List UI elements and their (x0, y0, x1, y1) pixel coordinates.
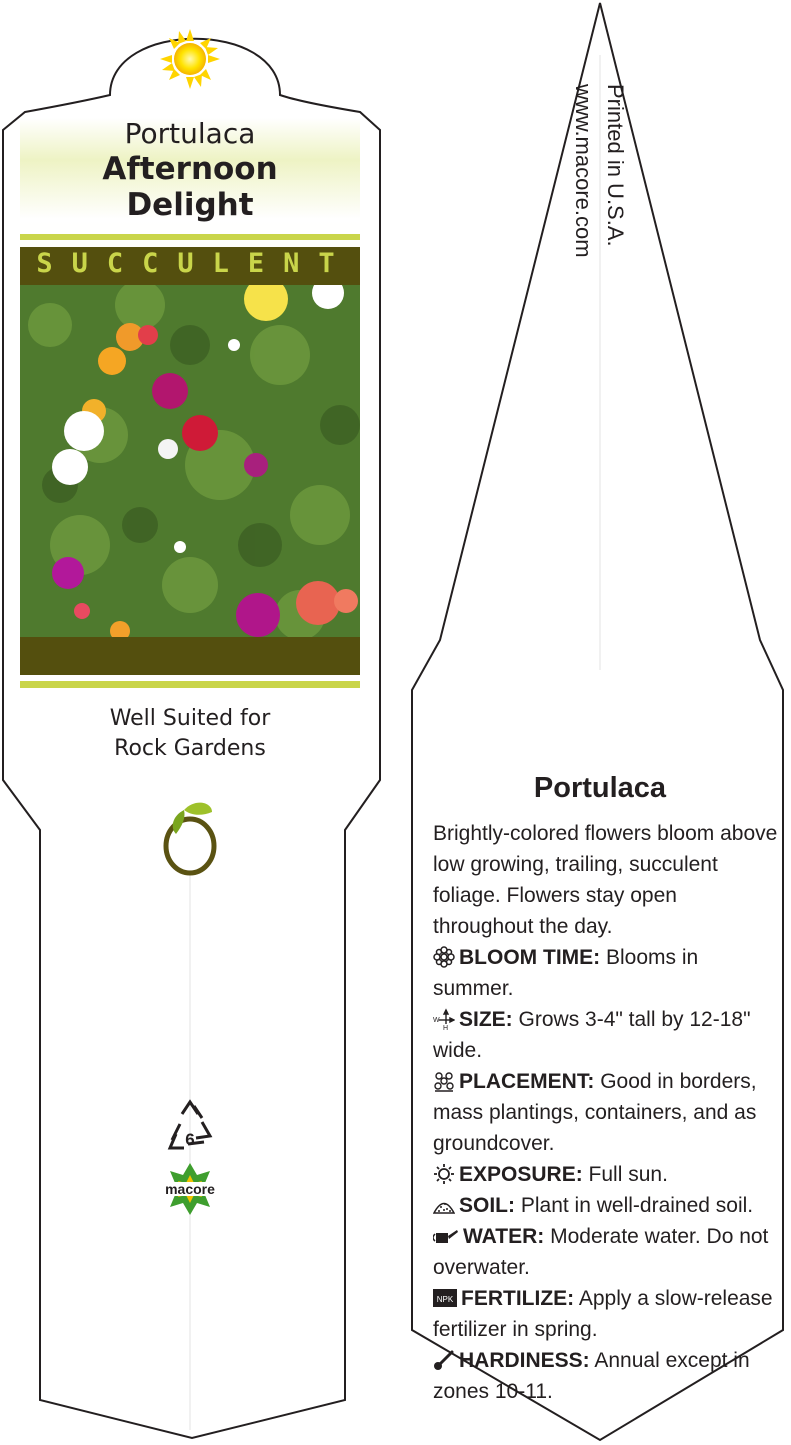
detail-label: PLACEMENT: (459, 1070, 595, 1093)
detail-text: Apply a slow-release fertilizer in spring. (433, 1287, 773, 1341)
portulaca-flowers-image (20, 285, 360, 637)
detail-exposure (433, 1159, 778, 1190)
detail-label: FERTILIZE: (461, 1287, 575, 1310)
detail-label: EXPOSURE: (459, 1163, 583, 1186)
website: www.macore.com (571, 84, 596, 258)
detail-text: Full sun. (588, 1163, 668, 1186)
watering-can-icon (433, 1225, 459, 1247)
feature-line-2: Rock Gardens (114, 736, 266, 761)
detail-label: SOIL: (459, 1194, 515, 1217)
back-heading: Portulaca (533, 772, 667, 804)
detail-text: Annual except in zones 10-11. (433, 1349, 750, 1403)
detail-hardiness (433, 1345, 778, 1407)
detail-fertilize (433, 1283, 778, 1345)
soil-icon (433, 1194, 455, 1216)
variety-name: Afternoon Delight (102, 151, 278, 223)
detail-label: SIZE: (459, 1008, 513, 1031)
detail-label: BLOOM TIME: (459, 946, 601, 969)
detail-soil (433, 1190, 778, 1221)
detail-text: Plant in well-drained soil. (520, 1194, 754, 1217)
care-info (433, 818, 778, 1407)
common-name: Portulaca (124, 117, 256, 150)
npk-icon (433, 1287, 457, 1309)
detail-label: HARDINESS: (459, 1349, 590, 1372)
detail-size (433, 1004, 778, 1066)
thermometer-icon (433, 1349, 455, 1371)
printed-in: Printed in U.S.A. (603, 84, 628, 247)
placement-icon (433, 1070, 455, 1092)
exposure-sun-icon (433, 1163, 455, 1185)
size-w-letter: W (433, 1017, 440, 1024)
feature-line-1: Well Suited for (109, 706, 271, 731)
bloom-icon (433, 946, 455, 968)
brand-name: macore (165, 1181, 215, 1197)
plant-photo (20, 285, 360, 637)
description: Brightly-colored flowers bloom above low growing, trailing, succulent foliage. Flowers stay open throughout the day. (433, 822, 778, 938)
recycle-number: 6 (185, 1130, 195, 1149)
feature-text (20, 704, 360, 764)
detail-placement (433, 1066, 778, 1159)
detail-text: Blooms in summer. (433, 946, 699, 1000)
size-h-letter: H (443, 1025, 449, 1030)
category-label: SUCCULENT (36, 248, 354, 279)
size-icon (433, 1008, 455, 1030)
detail-text: Moderate water. Do not overwater. (433, 1225, 769, 1279)
photo-bottom-band (20, 637, 360, 675)
detail-text: Grows 3-4" tall by 12-18" wide. (433, 1008, 751, 1062)
detail-label: WATER: (463, 1225, 545, 1248)
npk-label: NPK (436, 1295, 454, 1304)
detail-water (433, 1221, 778, 1283)
sun-icon (160, 29, 220, 89)
detail-text: Good in borders, mass plantings, containers, and as groundcover. (433, 1070, 757, 1155)
detail-bloom (433, 942, 778, 1004)
